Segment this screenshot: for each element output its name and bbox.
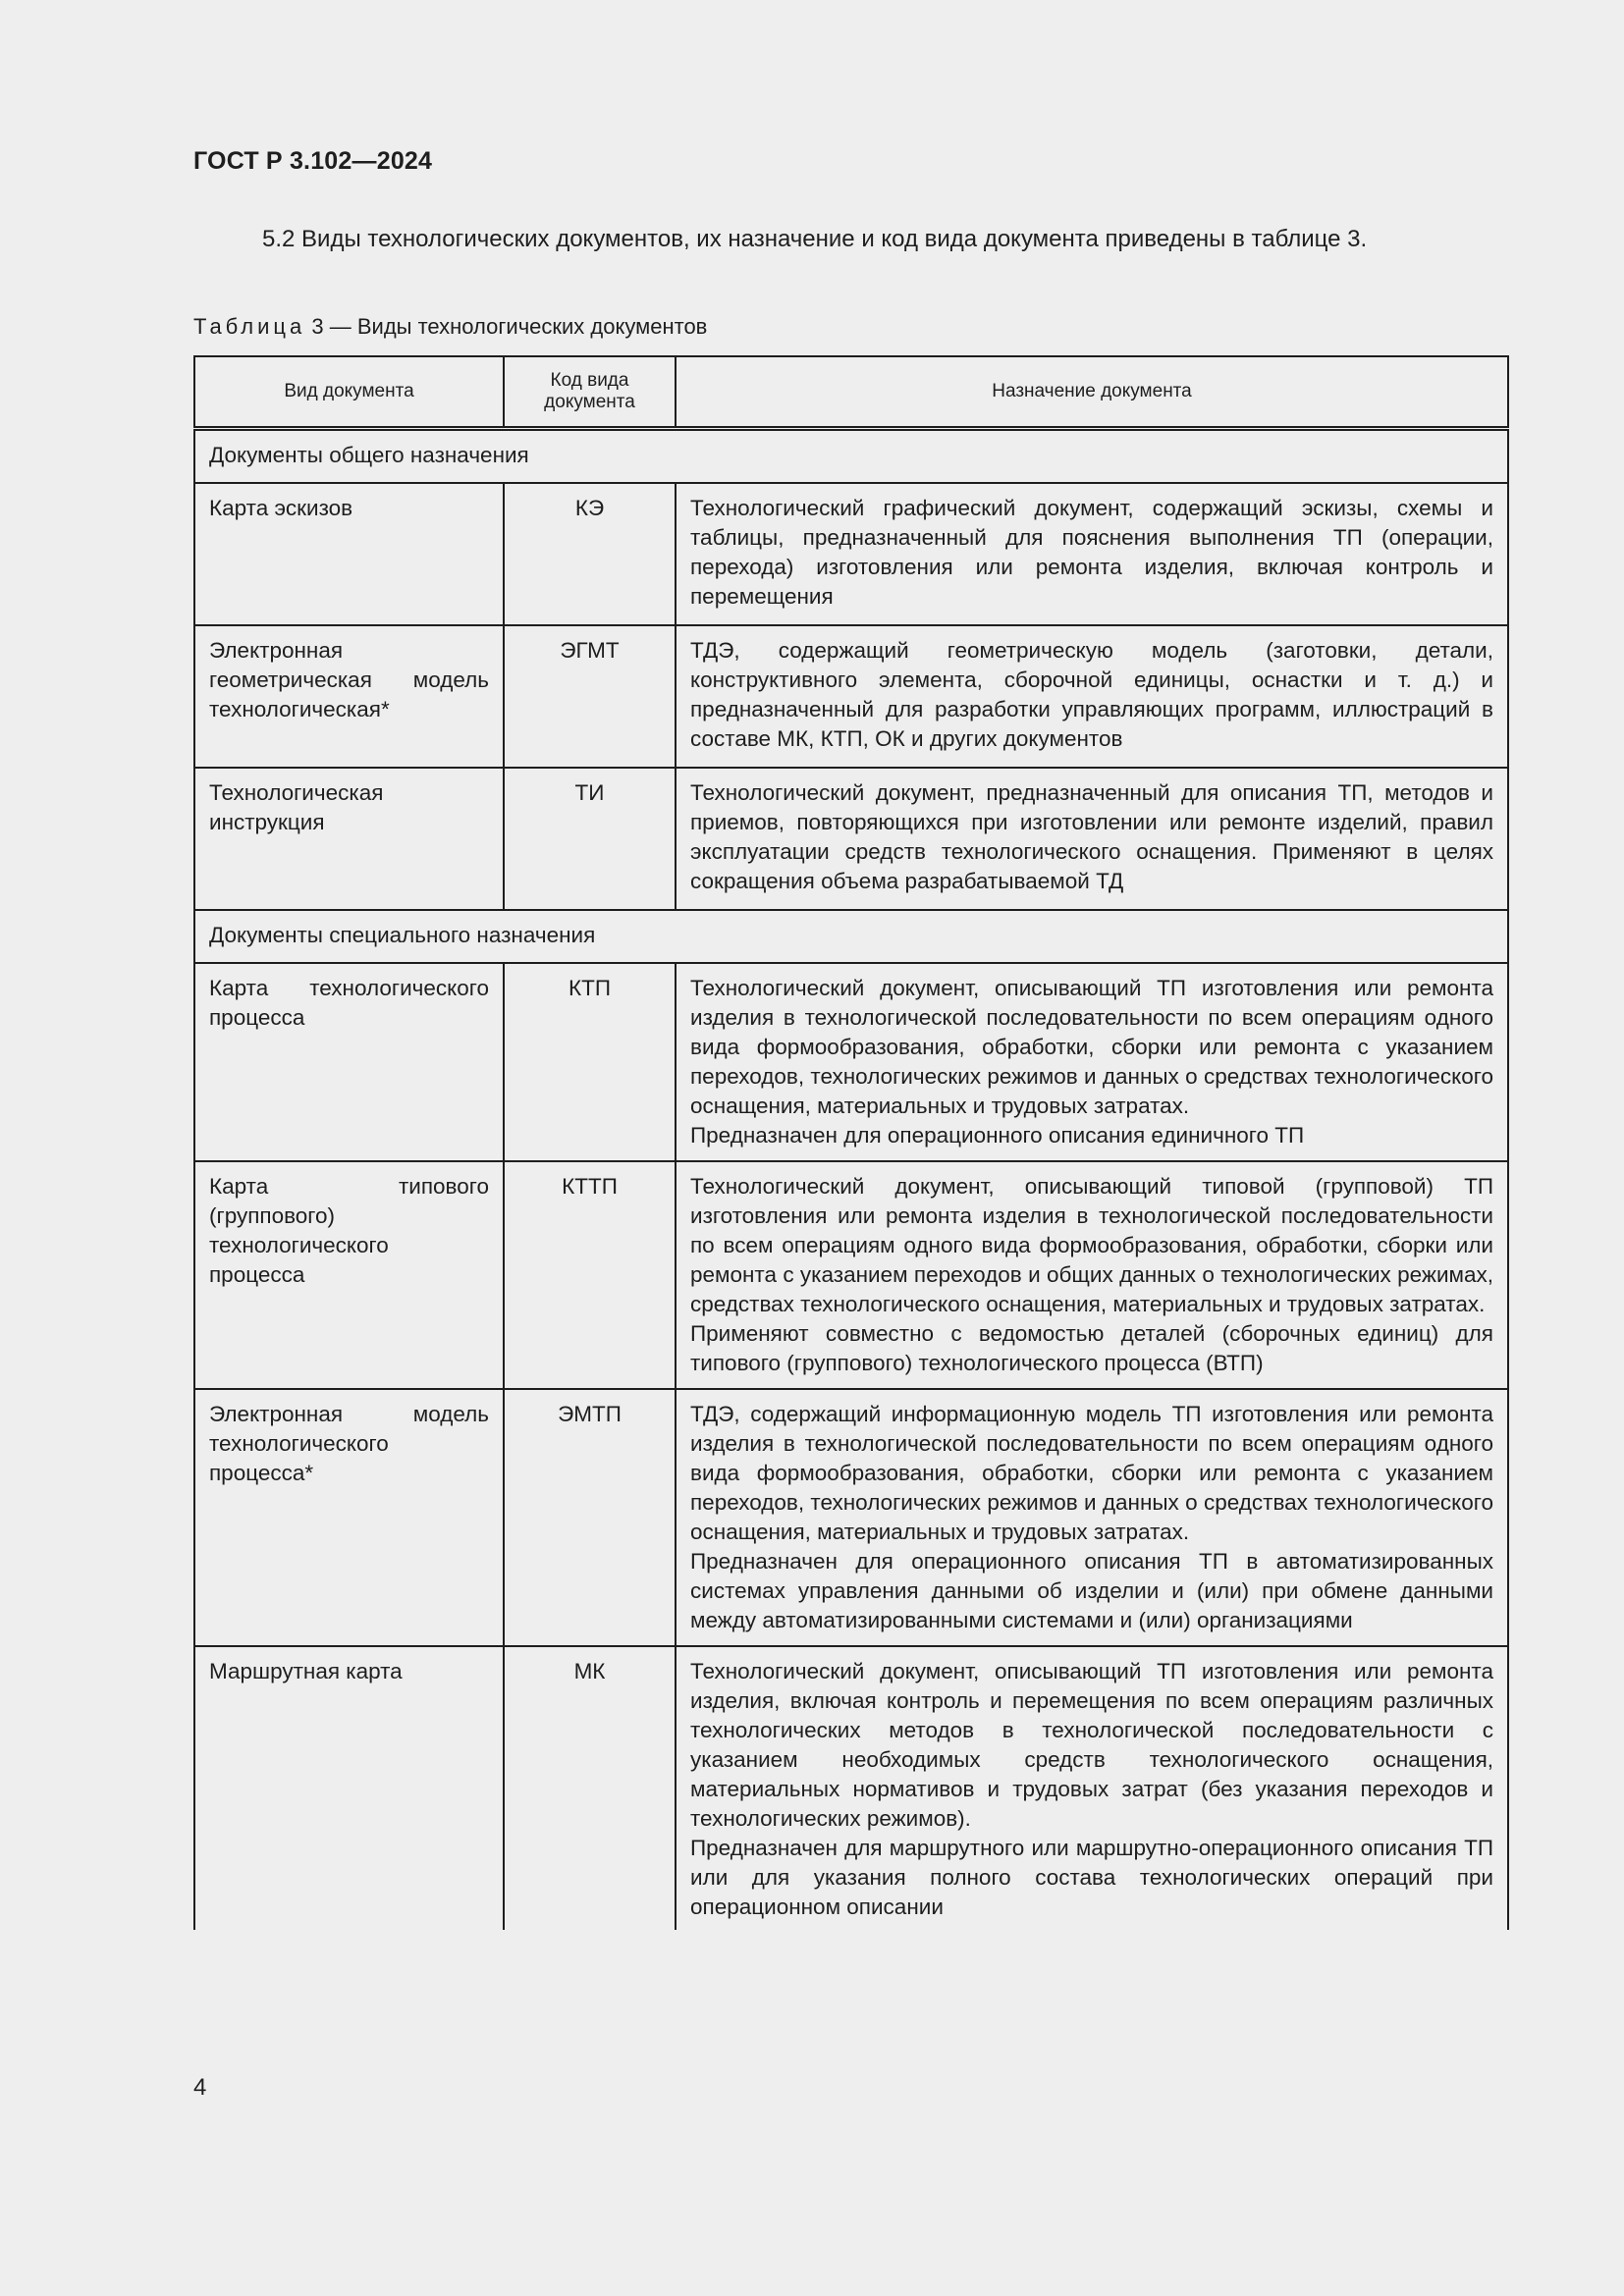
- purpose-main-text: ТДЭ, содержащий информационную модель ТП изготовления или ремонта изделия в технологической последовательности по всем операциям одного вида формообразования, обработки, сборки или ремонта с указанием переходов, технологических режимов и данных о средствах технологического оснащения, материальных и трудовых затратах.: [690, 1402, 1493, 1544]
- purpose-note-text: Применяют совместно с ведомостью деталей (сборочных единиц) для типового (группового) технологического процесса (ВТП): [690, 1321, 1493, 1375]
- row-document-name: Технологическая инструкция: [194, 768, 504, 910]
- table-header-row: [194, 356, 1508, 429]
- section-row-general: [194, 429, 1508, 484]
- document-header-code: ГОСТ Р 3.102—2024: [193, 147, 433, 175]
- row-document-code: ЭГМТ: [504, 625, 676, 768]
- header-document-type: Вид документа: [194, 356, 504, 429]
- row-document-purpose: ТДЭ, содержащий геометрическую модель (заготовки, детали, конструктивного элемента, сборочной единицы, оснастки и т. д.) и предназначенный для разработки управляющих программ, иллюстраций в составе МК, КТП, ОК и других документов: [676, 625, 1508, 768]
- document-types-table: [193, 355, 1509, 1930]
- row-document-name: Маршрутная карта: [194, 1646, 504, 1930]
- row-document-code: КТП: [504, 963, 676, 1161]
- table-row: [194, 1646, 1508, 1930]
- purpose-main-text: Технологический документ, описывающий типовой (групповой) ТП изготовления или ремонта изделия в технологической последовательности по всем операциям одного вида формообразования, обработки, сборки или ремонта с указанием переходов и общих данных о технологических режимах, средствах технологического оснащения, материальных и трудовых затратах.: [690, 1174, 1493, 1316]
- table-caption: [193, 314, 707, 340]
- purpose-note-text: Предназначен для операционного описания единичного ТП: [690, 1123, 1305, 1148]
- header-document-code: Код вида документа: [504, 356, 676, 429]
- section-row-special: [194, 910, 1508, 963]
- row-document-name: Карта эскизов: [194, 483, 504, 625]
- row-document-purpose: [676, 1646, 1508, 1930]
- purpose-main-text: Технологический документ, описывающий ТП изготовления или ремонта изделия в технологической последовательности по всем операциям одного вида формообразования, обработки, сборки или ремонта с указанием переходов, технологических режимов и данных о средствах технологического оснащения, материальных и трудовых затратах.: [690, 976, 1493, 1118]
- row-document-purpose: [676, 1389, 1508, 1646]
- table-row: [194, 483, 1508, 625]
- purpose-main-text: Технологический документ, описывающий ТП изготовления или ремонта изделия, включая контроль и перемещения по всем операциям различных технологических методов в технологической последовательности с указанием необходимых средств технологического оснащения, материальных нормативов и трудовых затрат (без указания переходов и технологических режимов).: [690, 1659, 1493, 1831]
- row-document-code: КЭ: [504, 483, 676, 625]
- row-document-name: Карта типового (группового) технологического процесса: [194, 1161, 504, 1389]
- table-caption-text: 3 — Виды технологических документов: [311, 314, 708, 339]
- table-row: [194, 1161, 1508, 1389]
- row-document-purpose: Технологический документ, предназначенный для описания ТП, методов и приемов, повторяющихся при изготовлении или ремонте изделий, правил эксплуатации средств технологического оснащения. Применяют в целях сокращения объема разрабатываемой ТД: [676, 768, 1508, 910]
- row-document-name: Электронная геометрическая модель технологическая*: [194, 625, 504, 768]
- table-row: [194, 625, 1508, 768]
- table-row: [194, 768, 1508, 910]
- intro-paragraph: 5.2 Виды технологических документов, их назначение и код вида документа приведены в таблице 3.: [262, 226, 1368, 252]
- header-document-purpose: Назначение документа: [676, 356, 1508, 429]
- page-number: 4: [193, 2074, 207, 2101]
- purpose-note-text: Предназначен для операционного описания ТП в автоматизированных системах управления данными об изделии и (или) при обмене данными между автоматизированными системами и (или) организациями: [690, 1549, 1493, 1632]
- row-document-purpose: Технологический графический документ, содержащий эскизы, схемы и таблицы, предназначенный для пояснения выполнения ТП (операции, перехода) изготовления или ремонта изделия, включая контроль и перемещения: [676, 483, 1508, 625]
- row-document-name: Электронная модель технологического процесса*: [194, 1389, 504, 1646]
- row-document-code: КТТП: [504, 1161, 676, 1389]
- table-caption-label: Таблица: [193, 314, 306, 339]
- table-row: [194, 1389, 1508, 1646]
- table-row: [194, 963, 1508, 1161]
- row-document-code: ЭМТП: [504, 1389, 676, 1646]
- row-document-name: Карта технологического процесса: [194, 963, 504, 1161]
- row-document-purpose: [676, 963, 1508, 1161]
- row-document-code: ТИ: [504, 768, 676, 910]
- purpose-note-text: Предназначен для маршрутного или маршрутно-операционного описания ТП или для указания полного состава технологических операций при операционном описании: [690, 1836, 1493, 1919]
- section-title-general: Документы общего назначения: [194, 429, 1508, 484]
- section-title-special: Документы специального назначения: [194, 910, 1508, 963]
- row-document-code: МК: [504, 1646, 676, 1930]
- row-document-purpose: [676, 1161, 1508, 1389]
